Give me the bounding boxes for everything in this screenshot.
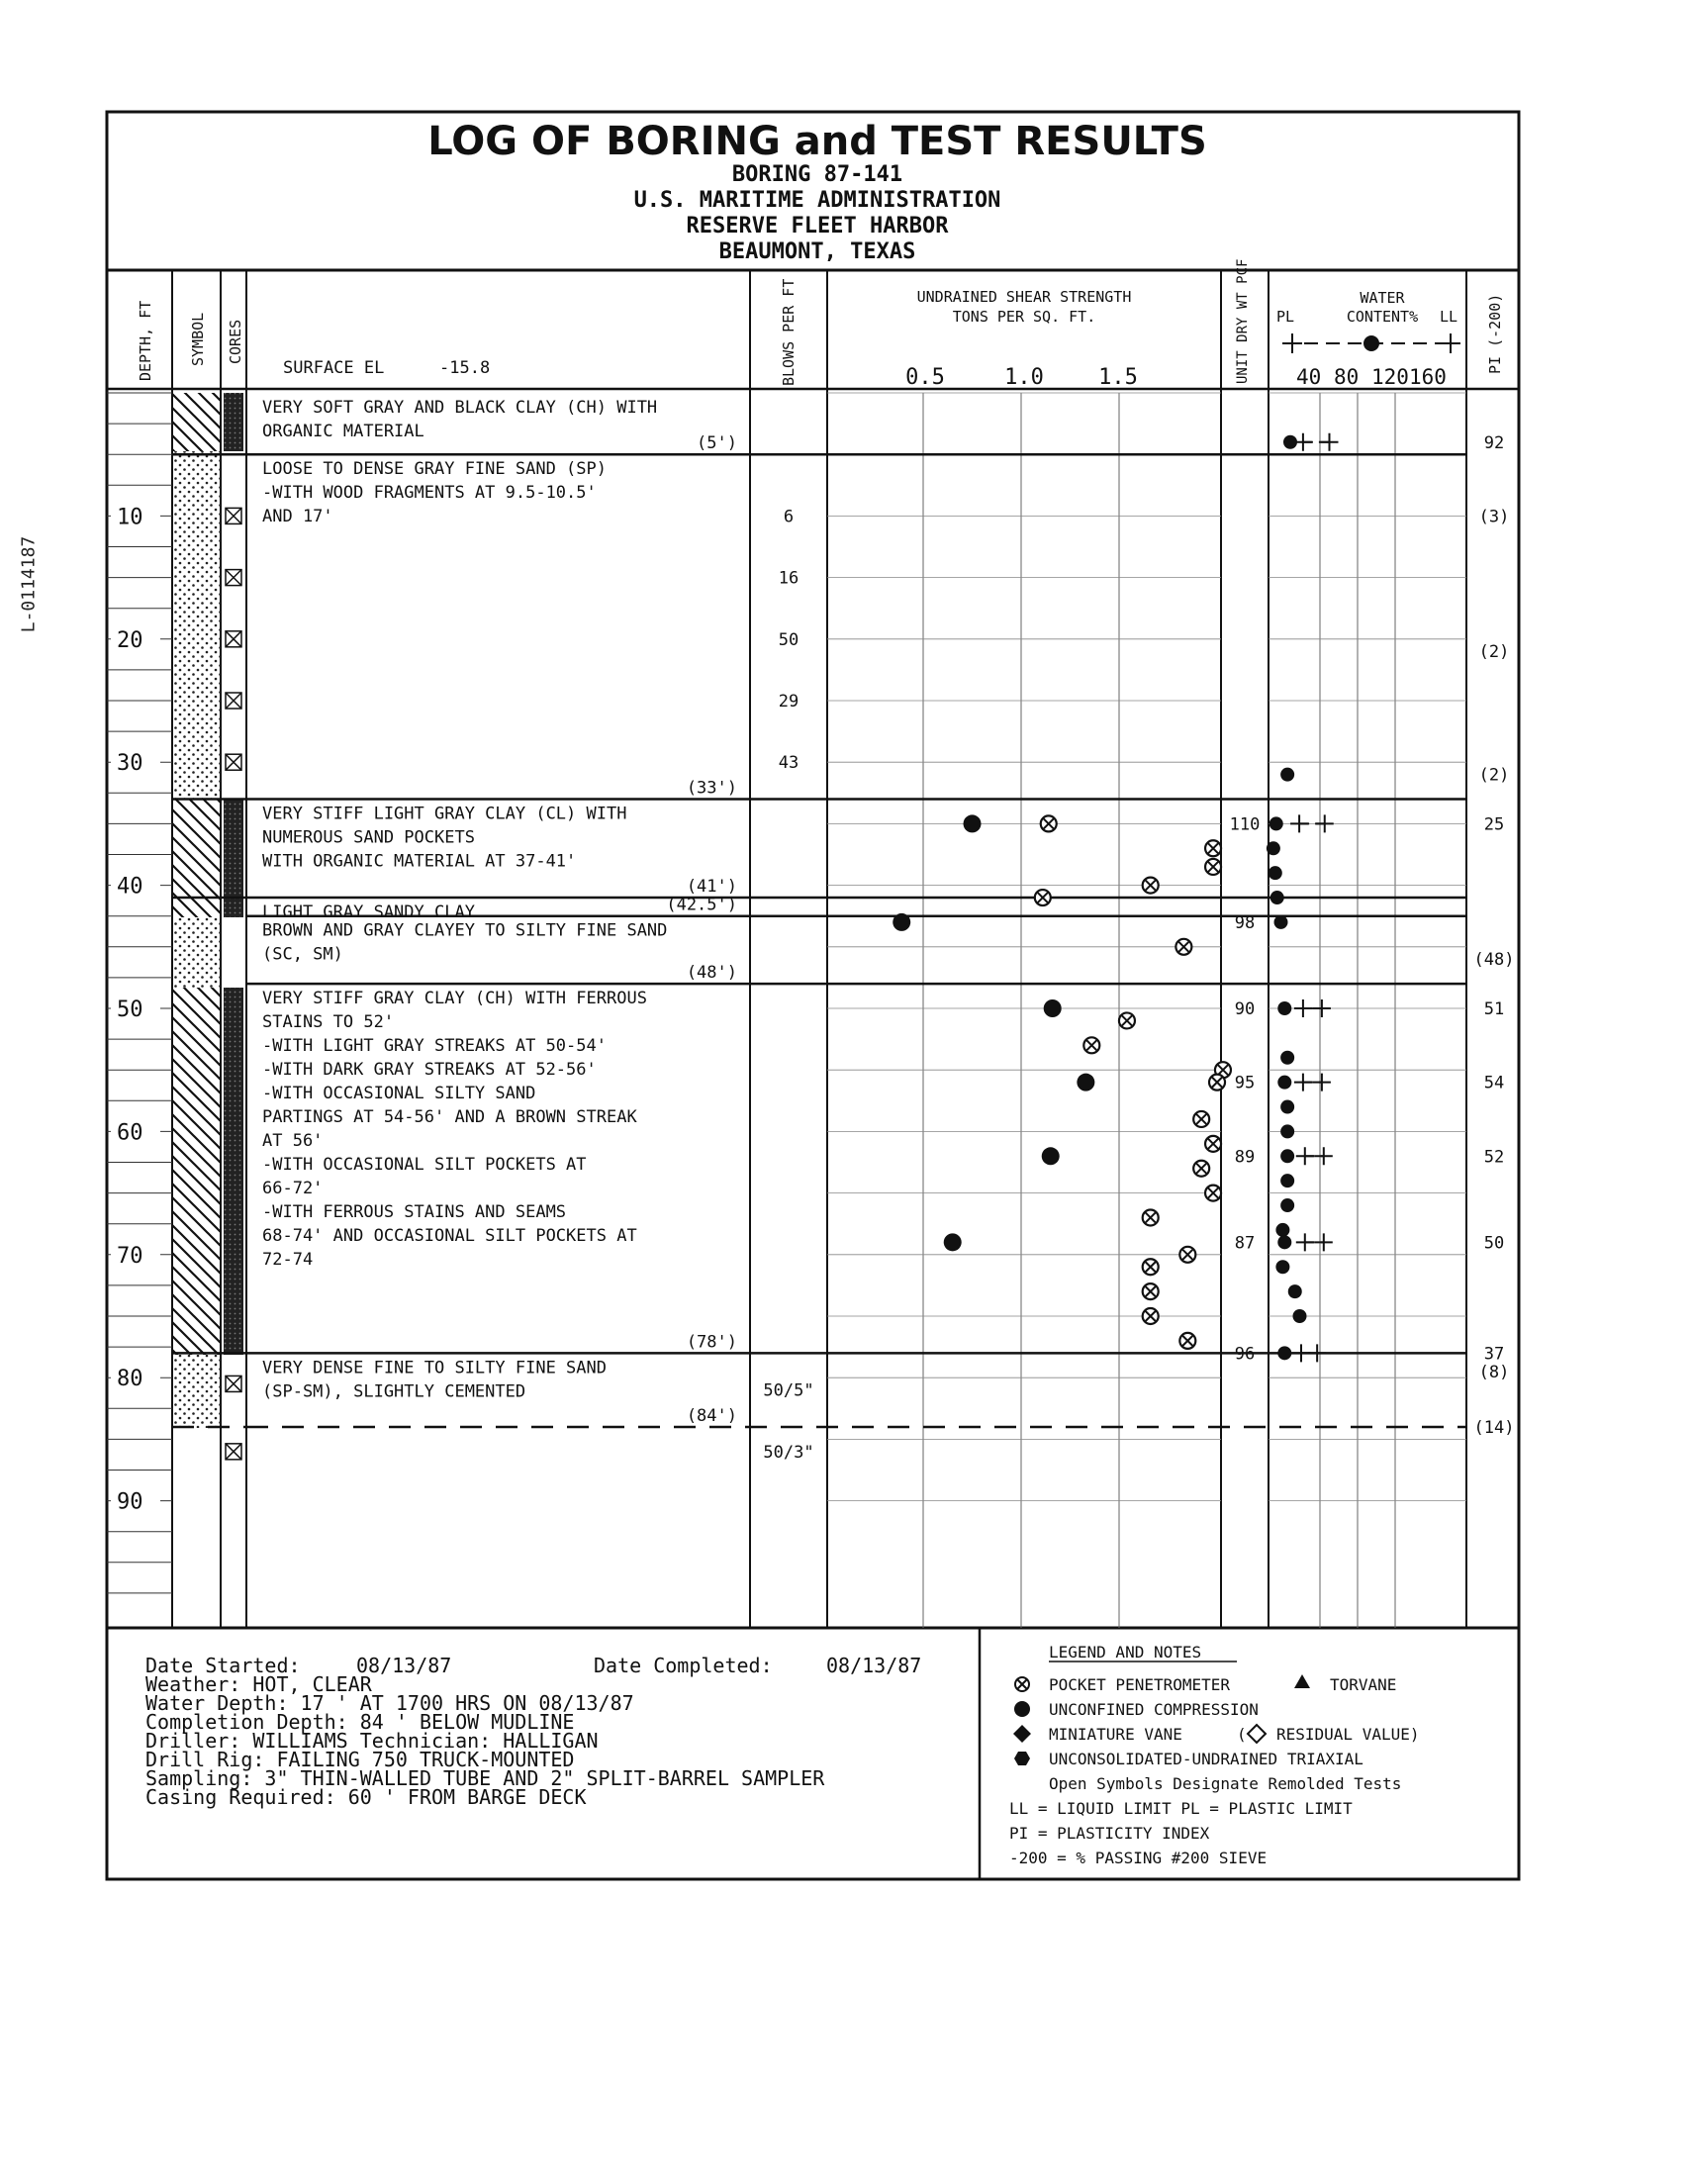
stratum-5-line-11: 72-74 [262, 1250, 314, 1271]
moisture-content-point-19 [1293, 1309, 1307, 1323]
weather: Weather: HOT, CLEAR [145, 1672, 372, 1696]
stratum-1-base: (33') [686, 778, 737, 799]
liquid-limit-2 [1313, 999, 1331, 1017]
moisture-content-point-20 [1277, 1346, 1291, 1360]
stratum-5-line-10: 68-74' AND OCCASIONAL SILT POCKETS AT [262, 1226, 637, 1247]
stratum-5-line-3: -WITH DARK GRAY STREAKS AT 52-56' [262, 1060, 597, 1081]
water-depth: Water Depth: 17 ' AT 1700 HRS ON 08/13/87 [145, 1691, 634, 1715]
unconfined-compression-point-5 [944, 1233, 962, 1251]
residual-value-icon [1248, 1725, 1266, 1743]
pocket-penetrometer-icon [1015, 1677, 1029, 1691]
stratum-1-line-0: LOOSE TO DENSE GRAY FINE SAND (SP) [262, 459, 607, 480]
stratum-0-line-0: VERY SOFT GRAY AND BLACK CLAY (CH) WITH [262, 398, 658, 418]
stratum-6-line-1: (SP-SM), SLIGHTLY CEMENTED [262, 1381, 526, 1402]
drill-rig: Drill Rig: FAILING 750 TRUCK-MOUNTED [145, 1748, 575, 1771]
plastic-limit-6 [1292, 1344, 1310, 1362]
moisture-content-point-13 [1280, 1174, 1294, 1187]
pi-value-7: 54 [1483, 1073, 1505, 1093]
unit-weight-5: 87 [1234, 1233, 1256, 1254]
legend-ll-pl: LL = LIQUID LIMIT PL = PLASTIC LIMIT [1009, 1799, 1353, 1818]
surface-el-value: -15.8 [439, 358, 491, 378]
moisture-content-point-7 [1277, 1001, 1291, 1015]
liquid-limit-5 [1315, 1233, 1333, 1251]
depth-label-80: 80 [117, 1367, 143, 1392]
stratum-1-line-2: AND 17' [262, 507, 333, 527]
pi-value-4: 25 [1483, 814, 1505, 835]
stratum-5-line-4: -WITH OCCASIONAL SILTY SAND [262, 1084, 536, 1104]
surface-el-label: SURFACE EL [283, 358, 385, 378]
stratum-5-line-1: STAINS TO 52' [262, 1012, 395, 1033]
blow-count-3: 29 [778, 692, 799, 712]
stratum-4-line-1: (SC, SM) [262, 944, 343, 965]
shear-tick-1.0: 1.0 [1004, 365, 1044, 390]
date-completed-label: Date Completed: [594, 1654, 773, 1677]
moisture-content-point-0 [1283, 435, 1297, 449]
stratum-5-line-2: -WITH LIGHT GRAY STREAKS AT 50-54' [262, 1036, 607, 1057]
completion-depth: Completion Depth: 84 ' BELOW MUDLINE [145, 1710, 575, 1734]
liquid-limit-4 [1315, 1147, 1333, 1165]
plastic-limit-2 [1294, 999, 1312, 1017]
site-name: RESERVE FLEET HARBOR [686, 214, 949, 238]
stratum-2-line-1: NUMEROUS SAND POCKETS [262, 827, 475, 848]
stratum-6-line-0: VERY DENSE FINE TO SILTY FINE SAND [262, 1358, 607, 1378]
unit-dry-header: UNIT DRY WT PCF [1235, 258, 1251, 384]
pi-value-10: 37 [1483, 1344, 1505, 1365]
moisture-content-point-3 [1267, 841, 1280, 855]
shear-strength-points [893, 814, 1231, 1348]
legend-pi: PI = PLASTICITY INDEX [1009, 1824, 1210, 1843]
cores-column [224, 393, 243, 1355]
shear-header-line2: TONS PER SQ. FT. [952, 308, 1096, 326]
shear-tick-1.5: 1.5 [1098, 365, 1138, 390]
date-completed: 08/13/87 [826, 1654, 922, 1677]
stratum-1-line-1: -WITH WOOD FRAGMENTS AT 9.5-10.5' [262, 483, 597, 504]
liquid-limit-6 [1308, 1344, 1326, 1362]
uu-triaxial-icon [1014, 1752, 1030, 1765]
driller: Driller: WILLIAMS Technician: HALLIGAN [145, 1729, 599, 1753]
unconfined-compression-icon [1014, 1701, 1030, 1717]
date-started: 08/13/87 [356, 1654, 452, 1677]
pi-value-6: 51 [1483, 999, 1505, 1019]
moisture-content-point-15 [1275, 1223, 1289, 1237]
legend-uc: UNCONFINED COMPRESSION [1049, 1700, 1259, 1719]
pi-value-9: 50 [1483, 1233, 1505, 1254]
water-header-line2: CONTENT% [1346, 308, 1419, 326]
depth-label-60: 60 [117, 1120, 143, 1146]
water-header-line1: WATER [1360, 289, 1405, 307]
moisture-content-point-9 [1277, 1076, 1291, 1090]
moisture-content-point-4 [1269, 866, 1282, 880]
stratum-0-line-1: ORGANIC MATERIAL [262, 422, 424, 441]
legend-residual-paren: ( [1237, 1725, 1247, 1744]
moisture-content-point-8 [1280, 1051, 1294, 1065]
plasticity-index-values [1474, 433, 1515, 1438]
moisture-content-point-6 [1274, 915, 1288, 929]
blow-count-6: 50/3" [763, 1442, 814, 1463]
pi-value-2: (2) [1478, 642, 1510, 663]
boring-number: BORING 87-141 [731, 162, 903, 187]
unconfined-compression-point-0 [964, 814, 982, 832]
unconfined-compression-point-3 [1077, 1074, 1094, 1092]
shear-tick-0.5: 0.5 [905, 365, 945, 390]
pi-value-1: (3) [1478, 507, 1510, 527]
pi-value-12: (14) [1473, 1417, 1515, 1438]
stratum-4-line-0: BROWN AND GRAY CLAYEY TO SILTY FINE SAND [262, 920, 668, 941]
depth-grid [107, 393, 172, 1593]
water-tick-80: 80 [1334, 365, 1360, 389]
blows-header: BLOWS PER FT [780, 278, 798, 386]
pi-value-11: (8) [1478, 1362, 1510, 1382]
miniature-vane-icon [1013, 1725, 1031, 1743]
stratum-5-line-9: -WITH FERROUS STAINS AND SEAMS [262, 1202, 567, 1223]
blow-count-5: 50/5" [763, 1380, 814, 1401]
blow-count-4: 43 [778, 753, 799, 774]
liquid-limit-0 [1321, 433, 1339, 451]
blow-count-1: 16 [778, 568, 799, 589]
strata-descriptions [172, 398, 1466, 1427]
unconfined-compression-point-4 [1042, 1147, 1060, 1165]
stratum-5-line-6: AT 56' [262, 1131, 324, 1152]
moisture-content-point-16 [1277, 1235, 1291, 1249]
depth-label-90: 90 [117, 1489, 143, 1515]
moisture-content-point-11 [1280, 1124, 1294, 1138]
moisture-content-point-17 [1275, 1260, 1289, 1274]
legend-open-symbols: Open Symbols Designate Remolded Tests [1049, 1774, 1402, 1793]
stratum-0-base: (5') [697, 433, 737, 454]
unconfined-compression-point-1 [893, 913, 910, 931]
stratum-2-line-2: WITH ORGANIC MATERIAL AT 37-41' [262, 851, 577, 872]
column-headers [137, 259, 1504, 390]
liquid-limit-1 [1316, 814, 1334, 832]
blow-count-0: 6 [783, 507, 795, 527]
pi-value-0: 92 [1483, 432, 1505, 453]
unit-weight-0: 110 [1229, 814, 1261, 835]
legend [1009, 1643, 1420, 1867]
moisture-content-point-12 [1280, 1149, 1294, 1163]
plastic-limit-4 [1296, 1147, 1314, 1165]
soil-symbol-column [172, 393, 221, 1428]
stratum-2-line-0: VERY STIFF LIGHT GRAY CLAY (CL) WITH [262, 804, 627, 824]
unconfined-compression-point-2 [1044, 999, 1062, 1017]
stratum-6-base: (84') [686, 1405, 737, 1426]
plastic-limit-5 [1296, 1233, 1314, 1251]
stratum-3-line-0: LIGHT GRAY SANDY CLAY [262, 902, 475, 923]
water-legend-symbol [1282, 333, 1460, 353]
water-pl-label: PL [1276, 308, 1295, 326]
stratum-4-base: (48') [686, 963, 737, 984]
water-tick-40: 40 [1296, 365, 1322, 389]
pi-value-3: (2) [1478, 765, 1510, 786]
legend-mv: MINIATURE VANE [1049, 1725, 1182, 1744]
unit-weight-6: 96 [1234, 1344, 1256, 1365]
date-started-label: Date Started: [145, 1654, 301, 1677]
casing-required: Casing Required: 60 ' FROM BARGE DECK [145, 1785, 587, 1809]
plastic-limit-1 [1290, 814, 1308, 832]
boring-info [145, 1654, 921, 1809]
unit-weight-1: 98 [1234, 912, 1256, 933]
plot-grid [827, 393, 1466, 1628]
report-title: LOG OF BORING and TEST RESULTS [427, 119, 1207, 164]
depth-header: DEPTH, FT [137, 300, 154, 381]
pi-value-8: 52 [1483, 1147, 1505, 1168]
stratum-5-line-8: 66-72' [262, 1179, 324, 1199]
sampling: Sampling: 3" THIN-WALLED TUBE AND 2" SPLIT-BARREL SAMPLER [145, 1766, 825, 1790]
depth-label-40: 40 [117, 874, 143, 900]
unit-weight-2: 90 [1234, 999, 1256, 1019]
legend-uu: UNCONSOLIDATED-UNDRAINED TRIAXIAL [1049, 1750, 1363, 1768]
depth-label-10: 10 [117, 505, 143, 530]
stratum-5-line-0: VERY STIFF GRAY CLAY (CH) WITH FERROUS [262, 989, 647, 1009]
stratum-5-line-5: PARTINGS AT 54-56' AND A BROWN STREAK [262, 1107, 637, 1128]
site-location: BEAUMONT, TEXAS [718, 239, 916, 264]
moisture-content-point-1 [1280, 768, 1294, 782]
symbol-header: SYMBOL [189, 312, 207, 366]
depth-label-50: 50 [117, 997, 143, 1022]
legend-torvane: TORVANE [1330, 1675, 1397, 1694]
legend-title: LEGEND AND NOTES [1049, 1643, 1202, 1662]
legend-200: -200 = % PASSING #200 SIEVE [1009, 1849, 1268, 1867]
unit-weight-3: 95 [1234, 1073, 1256, 1093]
moisture-content-point-18 [1288, 1284, 1302, 1298]
depth-label-70: 70 [117, 1243, 143, 1269]
water-tick-160: 160 [1409, 365, 1447, 389]
stratum-2-base: (41') [686, 877, 737, 898]
moisture-content-point-2 [1269, 816, 1283, 830]
stratum-5-base: (78') [686, 1332, 737, 1353]
moisture-content-point-10 [1280, 1100, 1294, 1114]
moisture-content-point-14 [1280, 1198, 1294, 1212]
moisture-content-point-5 [1270, 891, 1284, 904]
shear-header-line1: UNDRAINED SHEAR STRENGTH [916, 288, 1132, 306]
legend-residual: RESIDUAL VALUE) [1276, 1725, 1420, 1744]
pi-value-5: (48) [1473, 950, 1515, 971]
header [427, 119, 1207, 264]
document-code: L-0114187 [18, 535, 40, 633]
depth-label-20: 20 [117, 627, 143, 653]
plastic-limit-3 [1294, 1074, 1312, 1092]
agency: U.S. MARITIME ADMINISTRATION [633, 188, 1001, 213]
liquid-limit-3 [1313, 1074, 1331, 1092]
legend-pp: POCKET PENETROMETER [1049, 1675, 1231, 1694]
unit-weight-4: 89 [1234, 1147, 1256, 1168]
cores-header: CORES [227, 319, 244, 364]
depth-label-30: 30 [117, 751, 143, 777]
torvane-icon [1294, 1674, 1310, 1688]
pi-header: PI (-200) [1486, 293, 1504, 374]
blow-count-2: 50 [778, 629, 799, 650]
water-ll-label: LL [1440, 308, 1458, 326]
stratum-3-base: (42.5') [666, 895, 737, 915]
water-tick-120: 120 [1371, 365, 1409, 389]
stratum-5-line-7: -WITH OCCASIONAL SILT POCKETS AT [262, 1155, 587, 1176]
